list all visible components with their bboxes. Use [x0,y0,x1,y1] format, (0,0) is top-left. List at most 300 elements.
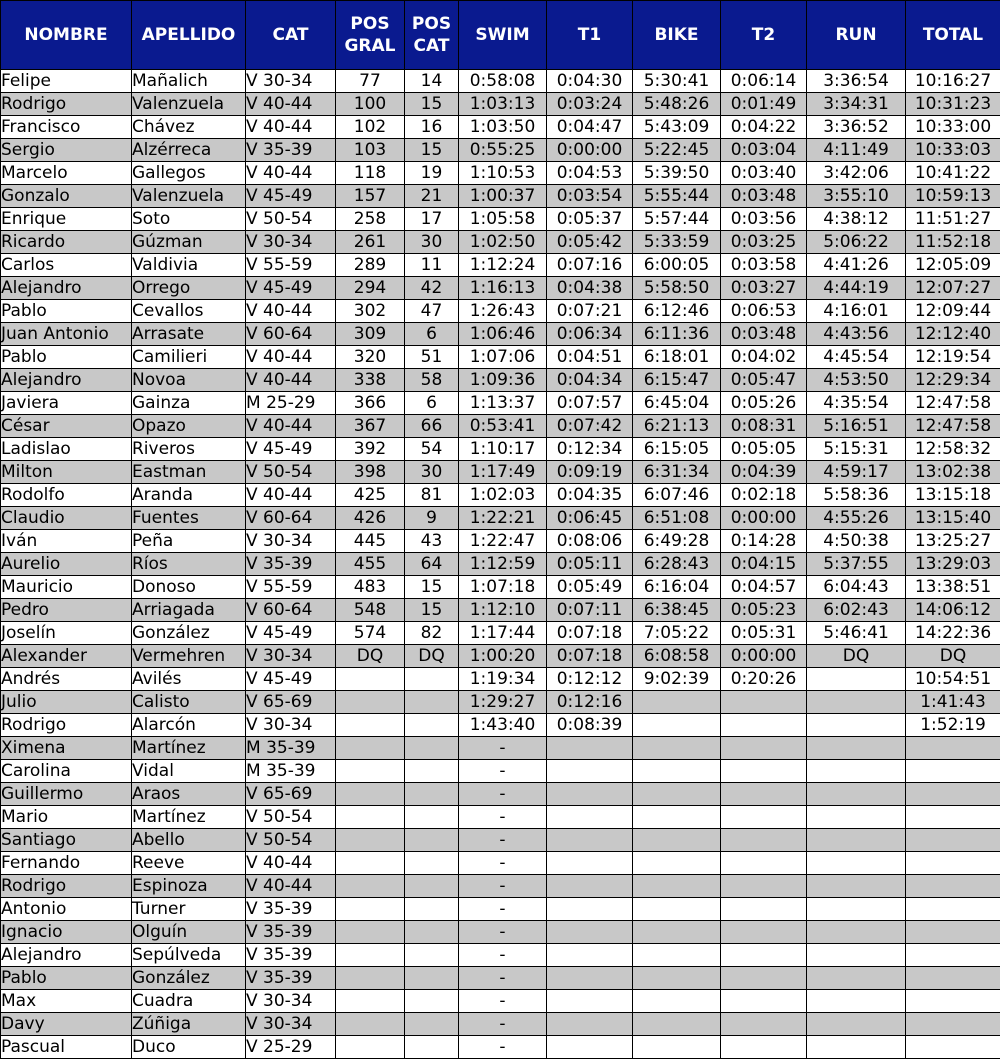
cell-bike [633,921,721,944]
cell-t1: 0:08:06 [547,530,633,553]
cell-pos-gral [336,737,405,760]
cell-nombre: Mauricio [1,576,132,599]
cell-run [807,1036,906,1059]
cell-bike: 6:51:08 [633,507,721,530]
cell-swim: 1:10:17 [459,438,547,461]
cell-apellido: González [132,967,246,990]
cell-pos-cat [405,852,459,875]
cell-nombre: Claudio [1,507,132,530]
cell-pos-cat [405,967,459,990]
table-row [1,852,1000,875]
table-row [1,783,1000,806]
cell-t1: 0:05:37 [547,208,633,231]
table-row [1,944,1000,967]
cell-bike: 6:18:01 [633,346,721,369]
cell-swim: 1:07:18 [459,576,547,599]
table-row [1,737,1000,760]
cell-apellido: Gainza [132,392,246,415]
cell-pos-gral [336,1036,405,1059]
cell-pos-gral [336,921,405,944]
cell-pos-gral [336,829,405,852]
cell-pos-gral [336,967,405,990]
cell-cat: V 40-44 [246,484,336,507]
header-nombre: NOMBRE [1,1,132,70]
cell-apellido: Abello [132,829,246,852]
cell-bike [633,783,721,806]
cell-pos-cat [405,1013,459,1036]
cell-swim: 1:12:10 [459,599,547,622]
cell-cat: V 40-44 [246,415,336,438]
cell-pos-cat: 16 [405,116,459,139]
cell-cat: V 25-29 [246,1036,336,1059]
table-row [1,461,1000,484]
cell-swim: 1:29:27 [459,691,547,714]
cell-nombre: Julio [1,691,132,714]
cell-swim: - [459,875,547,898]
cell-t2: 0:03:27 [721,277,807,300]
cell-total: 1:52:19 [906,714,1000,737]
cell-t1: 0:07:21 [547,300,633,323]
cell-pos-cat [405,737,459,760]
header-swim: SWIM [459,1,547,70]
cell-t2: 0:02:18 [721,484,807,507]
cell-t1 [547,990,633,1013]
cell-t1: 0:12:16 [547,691,633,714]
cell-apellido: Eastman [132,461,246,484]
cell-t2 [721,829,807,852]
cell-t2: 0:14:28 [721,530,807,553]
cell-swim: 1:16:13 [459,277,547,300]
cell-pos-cat [405,1036,459,1059]
cell-pos-cat: 6 [405,323,459,346]
cell-pos-gral: 483 [336,576,405,599]
cell-pos-cat: 47 [405,300,459,323]
cell-total: 10:31:23 [906,93,1000,116]
cell-cat: V 45-49 [246,668,336,691]
cell-run [807,1013,906,1036]
cell-t1: 0:09:19 [547,461,633,484]
cell-cat: V 35-39 [246,967,336,990]
cell-pos-cat [405,898,459,921]
cell-bike: 5:48:26 [633,93,721,116]
cell-pos-cat: 17 [405,208,459,231]
cell-t1 [547,944,633,967]
cell-total [906,1013,1000,1036]
cell-apellido: Donoso [132,576,246,599]
cell-t1: 0:05:11 [547,553,633,576]
table-row [1,806,1000,829]
cell-cat: V 60-64 [246,599,336,622]
cell-pos-gral [336,691,405,714]
cell-total: DQ [906,645,1000,668]
cell-run [807,806,906,829]
cell-cat: V 50-54 [246,829,336,852]
cell-pos-gral: 261 [336,231,405,254]
cell-run: 3:36:52 [807,116,906,139]
cell-nombre: Javiera [1,392,132,415]
cell-t2 [721,714,807,737]
cell-t1 [547,737,633,760]
cell-run: 4:38:12 [807,208,906,231]
cell-nombre: Antonio [1,898,132,921]
cell-pos-gral [336,898,405,921]
cell-apellido: Vermehren [132,645,246,668]
cell-run: 4:11:49 [807,139,906,162]
cell-total: 10:59:13 [906,185,1000,208]
cell-nombre: Joselín [1,622,132,645]
cell-pos-cat [405,921,459,944]
cell-t2: 0:06:14 [721,70,807,93]
cell-t1: 0:00:00 [547,139,633,162]
table-row [1,967,1000,990]
cell-swim: 1:19:34 [459,668,547,691]
cell-pos-gral: 258 [336,208,405,231]
cell-nombre: Alexander [1,645,132,668]
cell-run: 6:04:43 [807,576,906,599]
table-row [1,438,1000,461]
cell-total: 13:29:03 [906,553,1000,576]
cell-t1: 0:07:57 [547,392,633,415]
cell-total: 11:51:27 [906,208,1000,231]
cell-cat: V 50-54 [246,208,336,231]
cell-total: 10:41:22 [906,162,1000,185]
cell-cat: V 30-34 [246,714,336,737]
cell-t2: 0:04:15 [721,553,807,576]
cell-pos-cat [405,990,459,1013]
cell-nombre: Ladislao [1,438,132,461]
cell-cat: V 45-49 [246,277,336,300]
cell-apellido: Mañalich [132,70,246,93]
cell-t1 [547,1013,633,1036]
cell-swim: 1:03:13 [459,93,547,116]
cell-pos-cat: 15 [405,93,459,116]
cell-apellido: Ríos [132,553,246,576]
cell-bike: 5:57:44 [633,208,721,231]
header-t2: T2 [721,1,807,70]
cell-nombre: Rodolfo [1,484,132,507]
cell-t1: 0:07:16 [547,254,633,277]
cell-cat: V 50-54 [246,806,336,829]
cell-cat: V 40-44 [246,346,336,369]
cell-run: DQ [807,645,906,668]
cell-nombre: Carolina [1,760,132,783]
cell-swim: - [459,990,547,1013]
cell-apellido: Peña [132,530,246,553]
table-row [1,990,1000,1013]
cell-total [906,806,1000,829]
cell-t2: 0:04:57 [721,576,807,599]
cell-apellido: Alarcón [132,714,246,737]
cell-cat: V 30-34 [246,645,336,668]
cell-cat: V 35-39 [246,139,336,162]
cell-run: 6:02:43 [807,599,906,622]
cell-nombre: Davy [1,1013,132,1036]
cell-nombre: Enrique [1,208,132,231]
cell-pos-gral [336,1013,405,1036]
cell-cat: V 35-39 [246,553,336,576]
cell-run [807,898,906,921]
cell-total: 12:07:27 [906,277,1000,300]
cell-run [807,944,906,967]
cell-bike [633,691,721,714]
cell-nombre: Felipe [1,70,132,93]
cell-t1 [547,921,633,944]
cell-pos-gral: 338 [336,369,405,392]
cell-pos-cat [405,691,459,714]
cell-t2: 0:05:26 [721,392,807,415]
cell-cat: V 55-59 [246,576,336,599]
cell-t1: 0:04:53 [547,162,633,185]
cell-pos-cat: DQ [405,645,459,668]
cell-run: 4:16:01 [807,300,906,323]
cell-total: 13:25:27 [906,530,1000,553]
cell-pos-gral: 548 [336,599,405,622]
cell-apellido: Valdivia [132,254,246,277]
cell-t1: 0:06:34 [547,323,633,346]
cell-t2 [721,1036,807,1059]
cell-total [906,967,1000,990]
cell-nombre: Pablo [1,346,132,369]
table-row [1,1036,1000,1059]
cell-nombre: Marcelo [1,162,132,185]
cell-cat: V 35-39 [246,944,336,967]
cell-t2: 0:03:25 [721,231,807,254]
cell-bike: 5:33:59 [633,231,721,254]
cell-run [807,829,906,852]
cell-t2: 0:06:53 [721,300,807,323]
table-row [1,599,1000,622]
cell-t2 [721,944,807,967]
cell-pos-gral: 445 [336,530,405,553]
cell-bike: 5:58:50 [633,277,721,300]
cell-swim: 1:12:59 [459,553,547,576]
cell-bike [633,760,721,783]
cell-t2: 0:04:22 [721,116,807,139]
cell-pos-cat: 82 [405,622,459,645]
cell-total: 14:22:36 [906,622,1000,645]
cell-apellido: González [132,622,246,645]
cell-run: 5:58:36 [807,484,906,507]
cell-bike: 6:12:46 [633,300,721,323]
cell-nombre: Pablo [1,300,132,323]
cell-bike: 6:28:43 [633,553,721,576]
cell-t2: 0:01:49 [721,93,807,116]
cell-t2 [721,921,807,944]
header-cat: CAT [246,1,336,70]
cell-pos-cat: 15 [405,599,459,622]
cell-cat: V 30-34 [246,70,336,93]
cell-t2 [721,760,807,783]
table-row [1,576,1000,599]
cell-nombre: Gonzalo [1,185,132,208]
cell-swim: - [459,921,547,944]
cell-total: 13:15:40 [906,507,1000,530]
cell-t1: 0:04:47 [547,116,633,139]
table-header [1,1,1000,70]
cell-nombre: Iván [1,530,132,553]
table-row [1,162,1000,185]
table-row [1,691,1000,714]
cell-t1 [547,1036,633,1059]
cell-total [906,737,1000,760]
cell-swim: - [459,760,547,783]
cell-cat: V 35-39 [246,898,336,921]
cell-swim: 1:12:24 [459,254,547,277]
cell-bike [633,806,721,829]
cell-pos-gral: 574 [336,622,405,645]
cell-pos-gral: 392 [336,438,405,461]
cell-pos-cat [405,783,459,806]
cell-t2: 0:03:40 [721,162,807,185]
cell-total: 12:19:54 [906,346,1000,369]
cell-apellido: Orrego [132,277,246,300]
header-pos-gral: POS GRAL [336,1,405,70]
cell-run: 3:34:31 [807,93,906,116]
cell-pos-gral: 320 [336,346,405,369]
cell-t1: 0:12:12 [547,668,633,691]
cell-cat: V 65-69 [246,783,336,806]
cell-nombre: Alejandro [1,944,132,967]
cell-run [807,875,906,898]
cell-t2 [721,806,807,829]
cell-nombre: Andrés [1,668,132,691]
cell-bike: 6:15:05 [633,438,721,461]
table-row [1,415,1000,438]
table-row [1,254,1000,277]
cell-apellido: Soto [132,208,246,231]
cell-run: 4:55:26 [807,507,906,530]
cell-t2: 0:03:04 [721,139,807,162]
cell-cat: V 40-44 [246,162,336,185]
cell-pos-cat [405,760,459,783]
cell-cat: V 45-49 [246,185,336,208]
cell-pos-gral [336,875,405,898]
cell-nombre: Santiago [1,829,132,852]
cell-pos-gral: 77 [336,70,405,93]
cell-bike: 5:30:41 [633,70,721,93]
table-row [1,300,1000,323]
table-row [1,116,1000,139]
cell-cat: V 45-49 [246,622,336,645]
cell-pos-gral [336,990,405,1013]
cell-t2 [721,1013,807,1036]
cell-cat: V 60-64 [246,507,336,530]
cell-pos-gral: 309 [336,323,405,346]
cell-bike: 5:55:44 [633,185,721,208]
cell-total [906,898,1000,921]
header-t1: T1 [547,1,633,70]
cell-nombre: Pascual [1,1036,132,1059]
cell-swim: 1:00:37 [459,185,547,208]
cell-swim: - [459,944,547,967]
cell-pos-gral: 157 [336,185,405,208]
cell-pos-cat: 15 [405,139,459,162]
cell-swim: 1:10:53 [459,162,547,185]
cell-bike [633,1013,721,1036]
cell-t1 [547,829,633,852]
cell-bike: 9:02:39 [633,668,721,691]
cell-t1: 0:07:42 [547,415,633,438]
cell-pos-gral: 289 [336,254,405,277]
cell-t1 [547,967,633,990]
cell-swim: 1:07:06 [459,346,547,369]
cell-bike [633,944,721,967]
cell-swim: - [459,1013,547,1036]
cell-total [906,760,1000,783]
cell-pos-gral: 118 [336,162,405,185]
cell-swim: 1:17:44 [459,622,547,645]
cell-pos-cat: 81 [405,484,459,507]
cell-cat: V 40-44 [246,300,336,323]
cell-total: 12:12:40 [906,323,1000,346]
cell-t2 [721,783,807,806]
cell-pos-gral: 455 [336,553,405,576]
cell-t2: 0:04:02 [721,346,807,369]
cell-apellido: Fuentes [132,507,246,530]
cell-run: 4:43:56 [807,323,906,346]
cell-total: 14:06:12 [906,599,1000,622]
cell-nombre: Ximena [1,737,132,760]
table-row [1,93,1000,116]
cell-apellido: Gúzman [132,231,246,254]
cell-pos-cat [405,714,459,737]
cell-t2: 0:05:47 [721,369,807,392]
cell-t1 [547,760,633,783]
cell-t2: 0:05:23 [721,599,807,622]
cell-run: 5:06:22 [807,231,906,254]
cell-t2: 0:00:00 [721,507,807,530]
cell-bike [633,967,721,990]
cell-apellido: Cevallos [132,300,246,323]
header-row [1,1,1000,70]
table-row [1,323,1000,346]
cell-swim: 1:05:58 [459,208,547,231]
cell-swim: 1:22:47 [459,530,547,553]
cell-swim: - [459,1036,547,1059]
cell-swim: 1:26:43 [459,300,547,323]
cell-bike: 7:05:22 [633,622,721,645]
cell-apellido: Arrasate [132,323,246,346]
cell-swim: 1:02:03 [459,484,547,507]
cell-total [906,783,1000,806]
cell-apellido: Martínez [132,737,246,760]
cell-bike: 6:31:34 [633,461,721,484]
table-row [1,875,1000,898]
cell-pos-cat: 11 [405,254,459,277]
cell-apellido: Aranda [132,484,246,507]
cell-swim: 1:06:46 [459,323,547,346]
cell-bike: 6:38:45 [633,599,721,622]
cell-nombre: Francisco [1,116,132,139]
cell-t1: 0:08:39 [547,714,633,737]
cell-pos-gral [336,668,405,691]
cell-nombre: Pablo [1,967,132,990]
cell-bike: 5:39:50 [633,162,721,185]
cell-swim: 1:13:37 [459,392,547,415]
cell-cat: V 50-54 [246,461,336,484]
cell-run [807,737,906,760]
cell-apellido: Espinoza [132,875,246,898]
cell-run: 4:35:54 [807,392,906,415]
cell-nombre: Max [1,990,132,1013]
table-row [1,530,1000,553]
table-row [1,898,1000,921]
cell-t2: 0:20:26 [721,668,807,691]
cell-t1: 0:04:51 [547,346,633,369]
cell-apellido: Gallegos [132,162,246,185]
cell-cat: V 40-44 [246,116,336,139]
table-row [1,714,1000,737]
